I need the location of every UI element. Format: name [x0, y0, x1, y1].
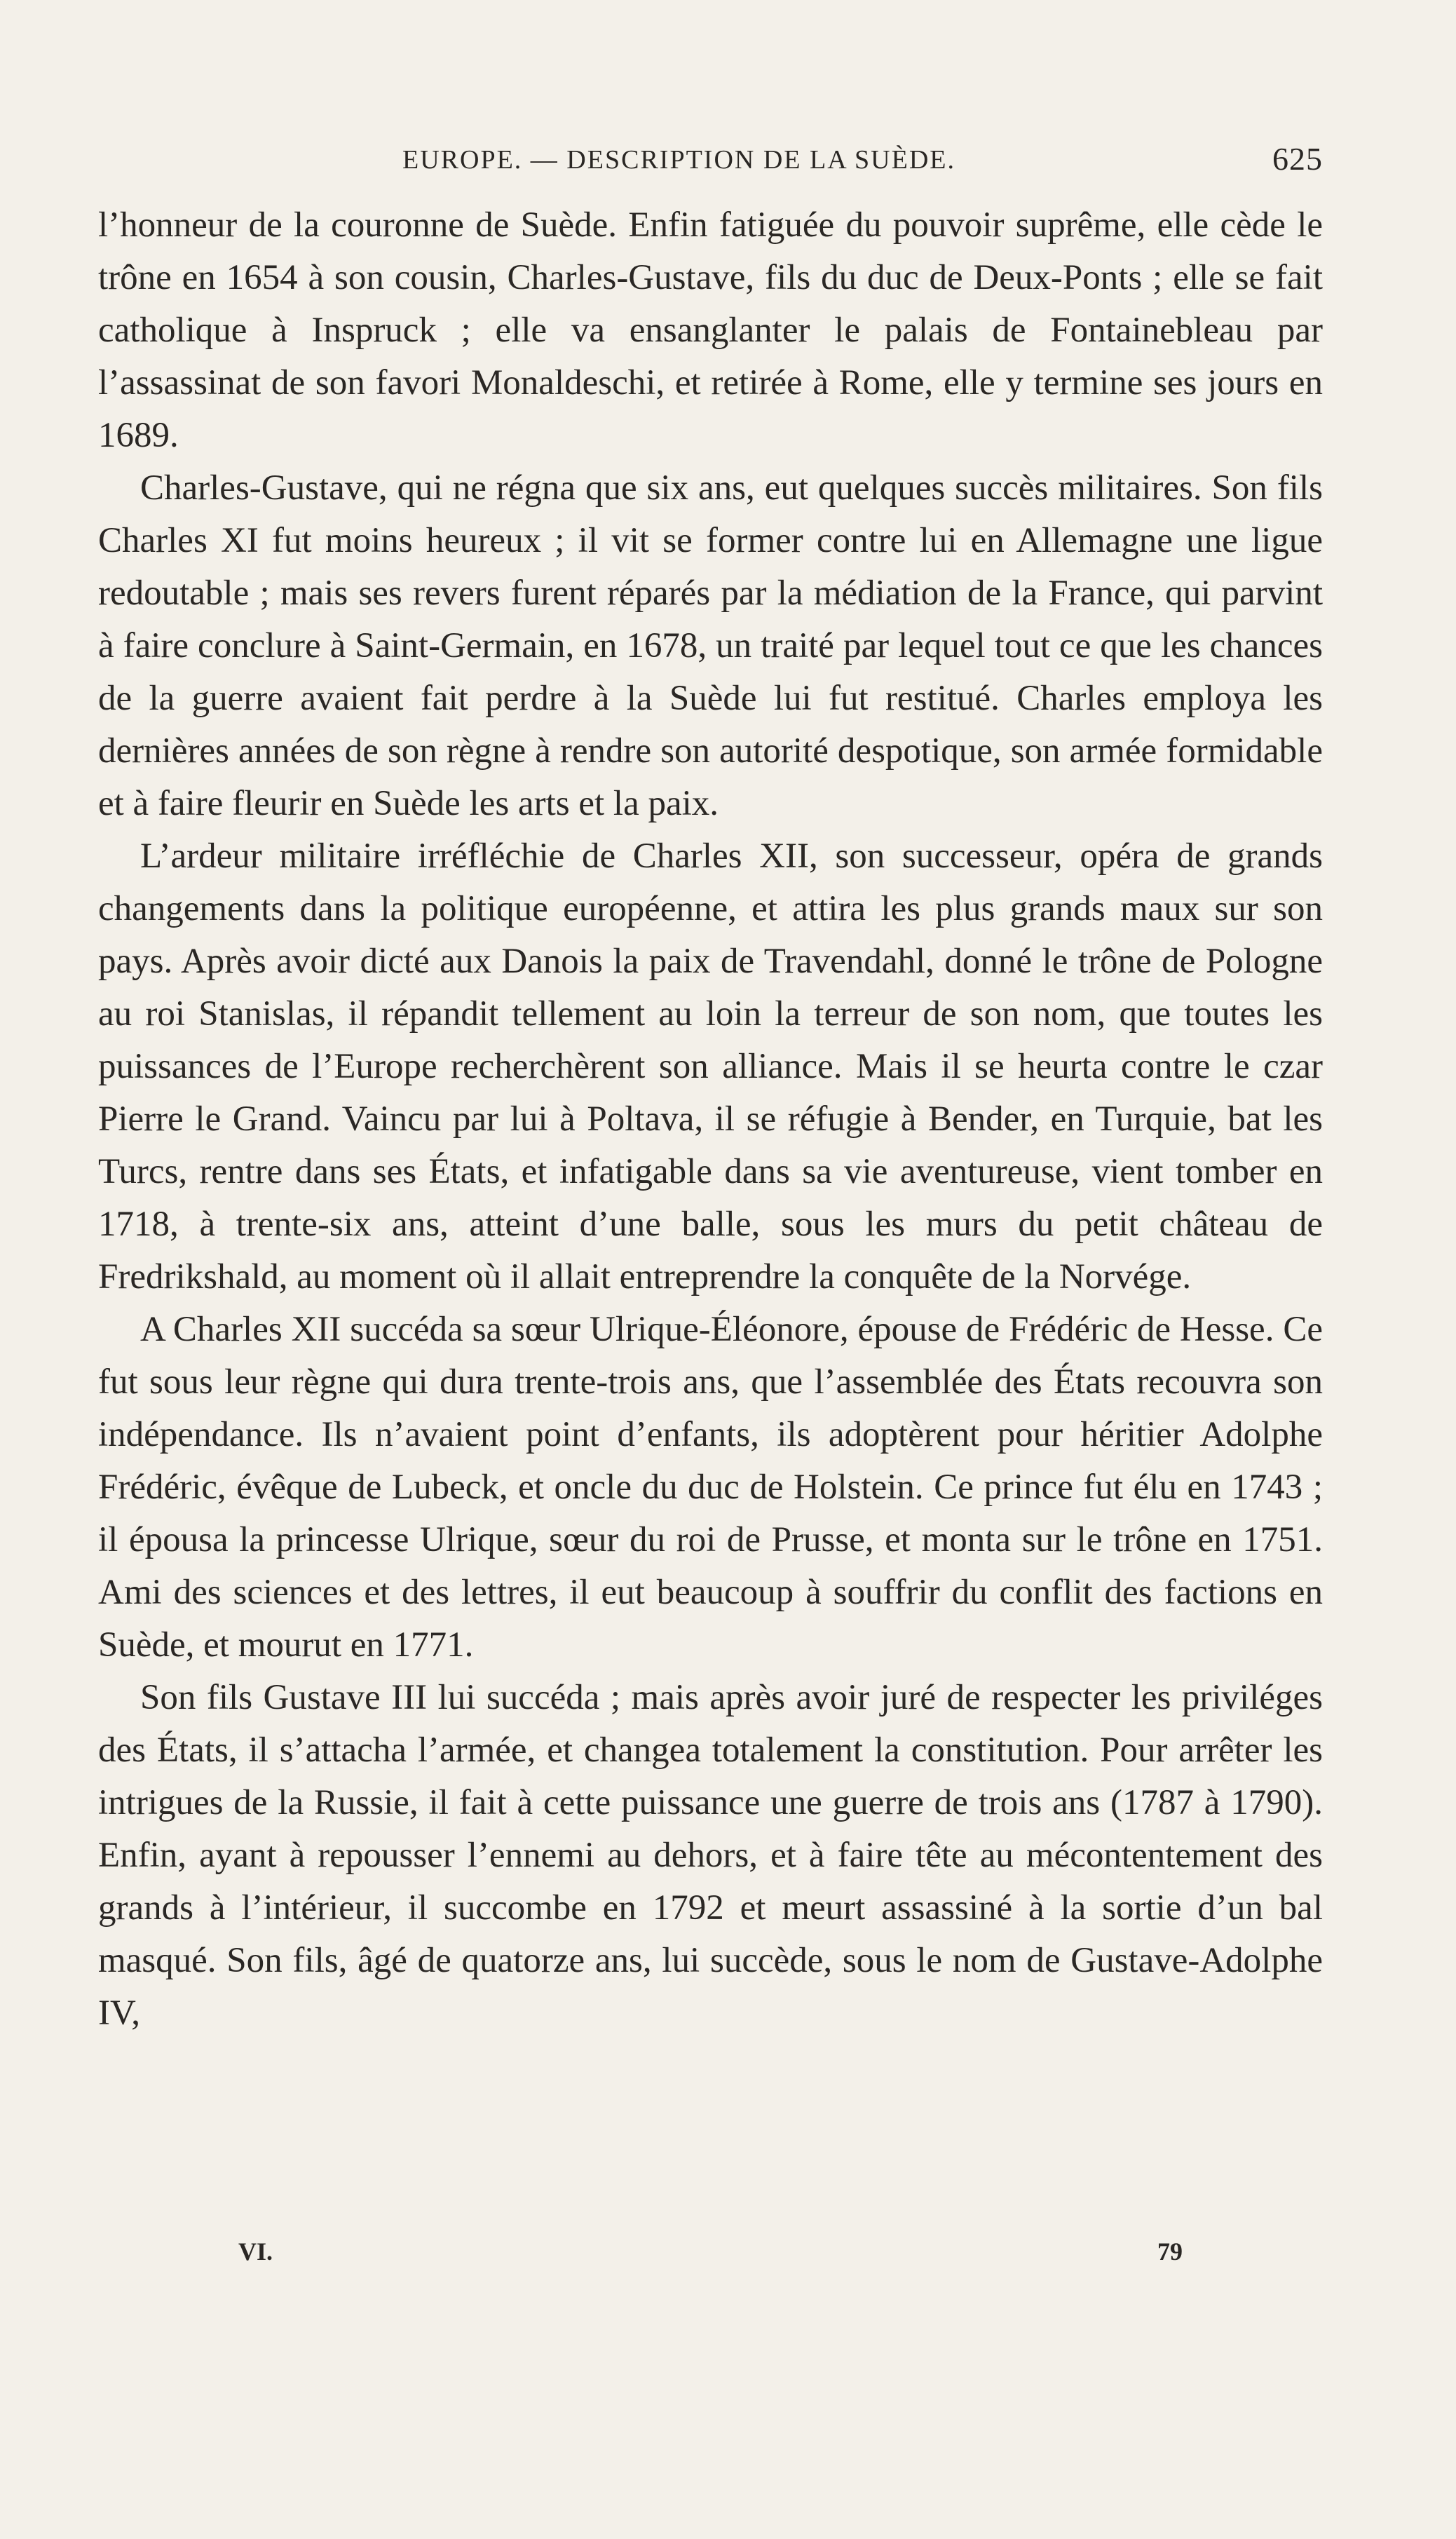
page-footer — [238, 2237, 1183, 2272]
page-number: 625 — [1272, 141, 1323, 177]
paragraph-4: A Charles XII succéda sa sœur Ulrique-Éléonore, épouse de Frédéric de Hesse. Ce fut sous leur règne qui dura trente-trois ans, que l’assemblée des États recouvra son indépendance. Ils n’avaient point d’enfants, ils adoptèrent pour héritier Adolphe Frédéric, évêque de Lubeck, et oncle du duc de Holstein. Ce prince fut élu en 1743 ; il épousa la princesse Ulrique, sœur du roi de Prusse, et monta sur le trône en 1751. Ami des sciences et des lettres, il eut beaucoup à souffrir du conflit des factions en Suède, et mourut en 1771. — [98, 1310, 1323, 1665]
body-text — [98, 199, 1323, 2040]
volume-mark: VI. — [238, 2237, 273, 2266]
running-title: EUROPE. — DESCRIPTION DE LA SUÈDE. — [402, 145, 955, 175]
paragraph-2: Charles-Gustave, qui ne régna que six ans, eut quelques succès militaires. Son fils Charles XI fut moins heureux ; il vit se former contre lui en Allemagne une ligue redoutable ; mais ses revers furent réparés par la médiation de la France, qui parvint à faire conclure à Saint-Germain, en 1678, un traité par lequel tout ce que les chances de la guerre avaient fait perdre à la Suède lui fut restitué. Charles employa les dernières années de son règne à rendre son autorité despotique, son armée formidable et à faire fleurir en Suède les arts et la paix. — [98, 468, 1323, 823]
paragraph-1: l’honneur de la couronne de Suède. Enfin fatiguée du pouvoir suprême, elle cède le trône en 1654 à son cousin, Charles-Gustave, fils du duc de Deux-Ponts ; elle se fait catholique à Inspruck ; elle va ensanglanter le palais de Fontainebleau par l’assassinat de son favori Monaldeschi, et retirée à Rome, elle y termine ses jours en 1689. — [98, 205, 1323, 455]
running-head — [98, 141, 1323, 187]
signature-number: 79 — [1157, 2237, 1183, 2266]
paragraph-5: Son fils Gustave III lui succéda ; mais après avoir juré de respecter les priviléges des États, il s’attacha l’armée, et changea totalement la constitution. Pour arrêter les intrigues de la Russie, il fait à cette puissance une guerre de trois ans (1787 à 1790). Enfin, ayant à repousser l’ennemi au dehors, et à faire tête au mécontentement des grands à l’intérieur, il succombe en 1792 et meurt assassiné à la sortie d’un bal masqué. Son fils, âgé de quatorze ans, lui succède, sous le nom de Gustave-Adolphe IV, — [98, 1678, 1323, 2033]
paragraph-3: L’ardeur militaire irréfléchie de Charles XII, son successeur, opéra de grands changements dans la politique européenne, et attira les plus grands maux sur son pays. Après avoir dicté aux Danois la paix de Travendahl, donné le trône de Pologne au roi Stanislas, il répandit tellement au loin la terreur de son nom, que toutes les puissances de l’Europe recherchèrent son alliance. Mais il se heurta contre le czar Pierre le Grand. Vaincu par lui à Poltava, il se réfugie à Bender, en Turquie, bat les Turcs, rentre dans ses États, et infatigable dans sa vie aventureuse, vient tomber en 1718, à trente-six ans, atteint d’une balle, sous les murs du petit château de Fredrikshald, au moment où il allait entreprendre la conquête de la Norvége. — [98, 837, 1323, 1296]
